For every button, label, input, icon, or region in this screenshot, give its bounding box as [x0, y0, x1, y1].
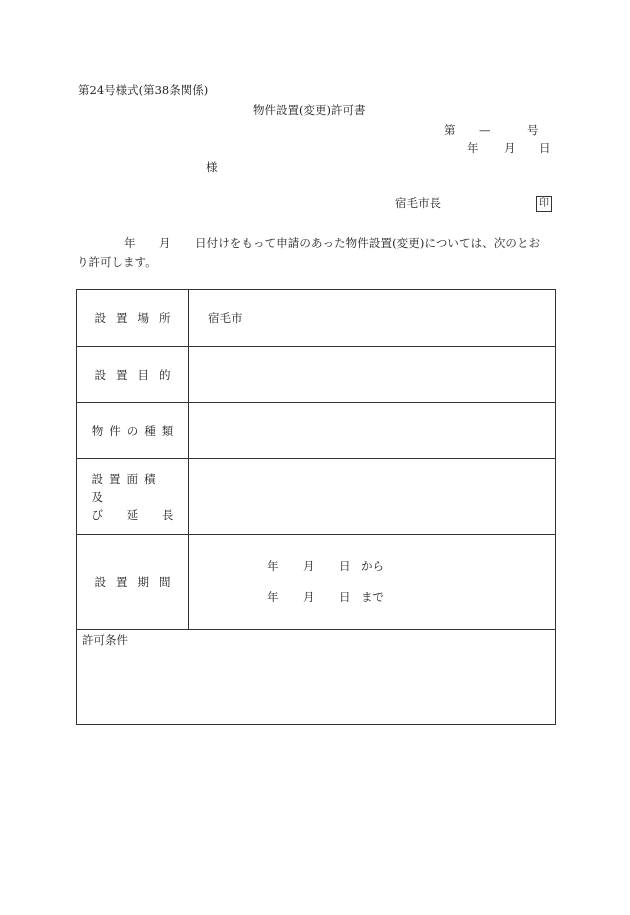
doc-number-dash: — — [479, 123, 491, 137]
area-row — [77, 459, 555, 535]
period-label: 設置期間 — [77, 535, 189, 629]
body-line-2: り許可します。 — [77, 255, 157, 269]
body-month: 月 — [159, 236, 171, 250]
location-value-cell — [189, 290, 555, 346]
body-year: 年 — [124, 236, 136, 250]
body-line-1: 日付けをもって申請のあった物件設置(変更)については、次のとお — [195, 236, 541, 250]
type-label: 物件の種類 — [77, 403, 189, 458]
issuer-name: 宿毛市長 — [395, 196, 441, 210]
conditions-row — [77, 630, 555, 724]
period-to-year: 年 — [267, 590, 279, 604]
permit-table — [76, 289, 556, 725]
period-row — [77, 535, 555, 630]
document-title: 物件設置(変更)許可書 — [253, 103, 366, 117]
type-value-cell — [189, 403, 555, 458]
date-month-label: 月 — [504, 141, 516, 155]
seal-mark: 印 — [536, 196, 552, 212]
area-label: 設置面積及 び 延 長 — [77, 459, 189, 534]
doc-number-prefix: 第 — [444, 123, 456, 137]
conditions-label: 許可条件 — [82, 633, 128, 647]
period-from-month: 月 — [303, 559, 315, 573]
period-from-year: 年 — [267, 559, 279, 573]
doc-number-suffix: 号 — [527, 123, 539, 137]
period-to-month: 月 — [303, 590, 315, 604]
purpose-label: 設置目的 — [77, 347, 189, 402]
date-day-label: 日 — [539, 141, 551, 155]
period-from-day: 日 — [339, 559, 351, 573]
period-to-day: 日 — [339, 590, 351, 604]
area-value-cell — [189, 459, 555, 534]
purpose-row — [77, 347, 555, 403]
form-number: 第24号様式(第38条関係) — [78, 83, 209, 97]
location-row — [77, 290, 555, 347]
date-year-label: 年 — [467, 141, 479, 155]
addressee-suffix: 様 — [206, 160, 218, 174]
purpose-value-cell — [189, 347, 555, 402]
type-row — [77, 403, 555, 459]
period-to-suffix: まで — [361, 590, 384, 604]
location-value: 宿毛市 — [208, 311, 243, 325]
period-from-suffix: から — [361, 559, 384, 573]
period-value-cell — [189, 535, 555, 629]
location-label: 設置場所 — [77, 290, 189, 346]
